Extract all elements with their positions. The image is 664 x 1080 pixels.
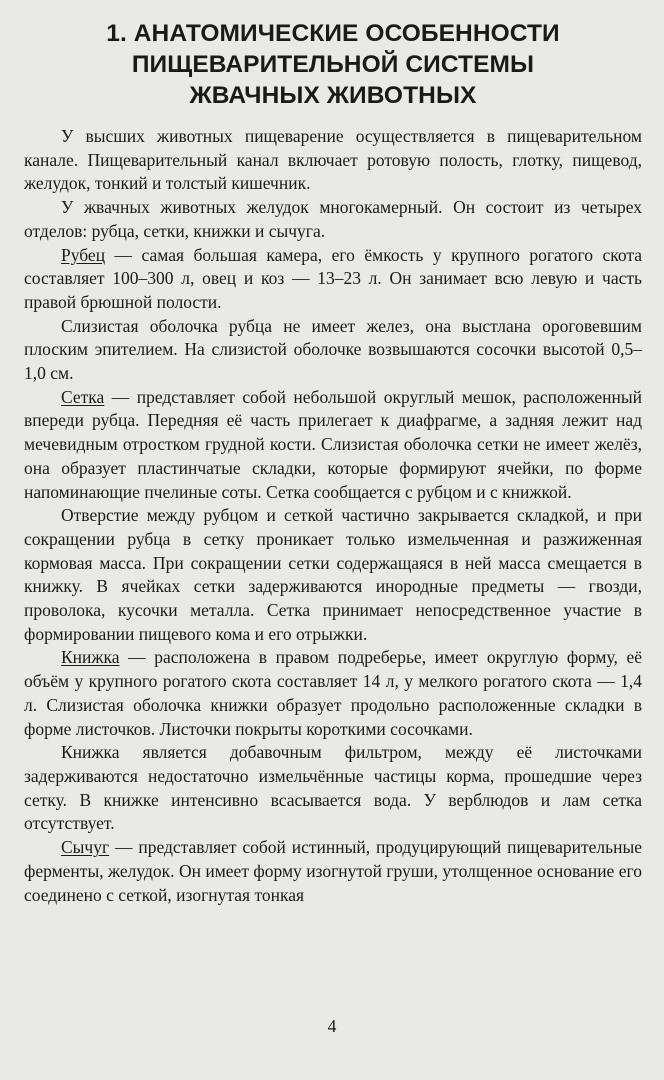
paragraph-text: У высших животных пищеварение осуществляется в пищеварительном канале. Пищеварительный канал включает ротовую полость, глотку, пищевод, желудок, тонкий и толстый кишечник.: [24, 126, 642, 194]
term-omasum: Книжка: [61, 647, 120, 668]
paragraph-text: Слизистая оболочка рубца не имеет желез, она выстлана ороговевшим плоским эпителием. На слизистой оболочке возвышаются сосочки высотой 0,5–1,0 см.: [24, 315, 642, 384]
chapter-title: [24, 18, 642, 111]
term-reticulum: Сетка: [61, 386, 105, 407]
paragraph-stomach-chambers: [24, 196, 642, 243]
paragraph-reticulum-function: [24, 504, 642, 646]
page-number: 4: [327, 1016, 337, 1036]
paragraph-text: — представляет собой истинный, продуцирующий пищеварительные ферменты, желудок. Он имеет форму изогнутой груши, утолщенное основание его соединено с сеткой, изогнутая тонкая: [24, 837, 642, 905]
paragraph-omasum-function: [24, 741, 642, 836]
paragraph-reticulum: [24, 386, 642, 505]
paragraph-text: У жвачных животных желудок многокамерный. Он состоит из четырех отделов: рубца, сетки, книжки и сычуга.: [24, 197, 642, 241]
term-abomasum: Сычуг: [61, 837, 110, 858]
paragraph-intro-digestion: [24, 125, 642, 196]
paragraph-omasum: [24, 646, 642, 741]
chapter-title-line-1: 1. АНАТОМИЧЕСКИЕ ОСОБЕННОСТИ: [106, 20, 560, 47]
paragraph-rumen-mucosa: [24, 315, 642, 386]
paragraph-rumen: [24, 244, 642, 315]
chapter-title-line-2: ПИЩЕВАРИТЕЛЬНОЙ СИСТЕМЫ: [131, 51, 535, 78]
paragraph-text: Отверстие между рубцом и сеткой частично закрывается складкой, и при сокращении рубца в сетку проникает только измельченная и разжиженная кормовая масса. При сокращении сетки содержащаяся в ней масса смещается в книжку. В ячейках сетки задерживаются инородные предметы — гвозди, проволока, кусочки металла. Сетка принимает непосредственное участие в формировании пищевого кома и его отрыжки.: [24, 505, 642, 644]
paragraph-abomasum: [24, 836, 642, 907]
term-rumen: Рубец: [61, 244, 106, 265]
body-text: [24, 125, 642, 907]
paragraph-text: Книжка является добавочным фильтром, между её листочками задерживаются недостаточно измельчённые частицы корма, прошедшие через сетку. В книжке интенсивно всасывается вода. У верблюдов и лам сетка отсутствует.: [24, 742, 642, 834]
paragraph-text: — расположена в правом подреберье, имеет округлую форму, её объём у крупного рогатого скота составляет 14 л, у мелкого рогатого скота — 1,4 л. Слизистая оболочка книжки образует продольно расположенные складки в форме листочков. Листочки покрыты короткими сосочками.: [24, 647, 642, 739]
chapter-title-line-3: ЖВАЧНЫХ ЖИВОТНЫХ: [189, 82, 477, 109]
paragraph-text: — самая большая камера, его ёмкость у крупного рогатого скота составляет 100–300 л, овец и коз — 13–23 л. Он занимает всю левую и часть правой брюшной полости.: [24, 244, 642, 312]
paragraph-text: — представляет собой небольшой округлый мешок, расположенный впереди рубца. Передняя её часть прилегает к диафрагме, а задняя лежит над мечевидным отростком грудной кости. Слизистая оболочка сетки не имеет желёз, она образует пластинчатые складки, которые формируют ячейки, по форме напоминающие пчелиные соты. Сетка сообщается с рубцом и с книжкой.: [24, 386, 642, 502]
